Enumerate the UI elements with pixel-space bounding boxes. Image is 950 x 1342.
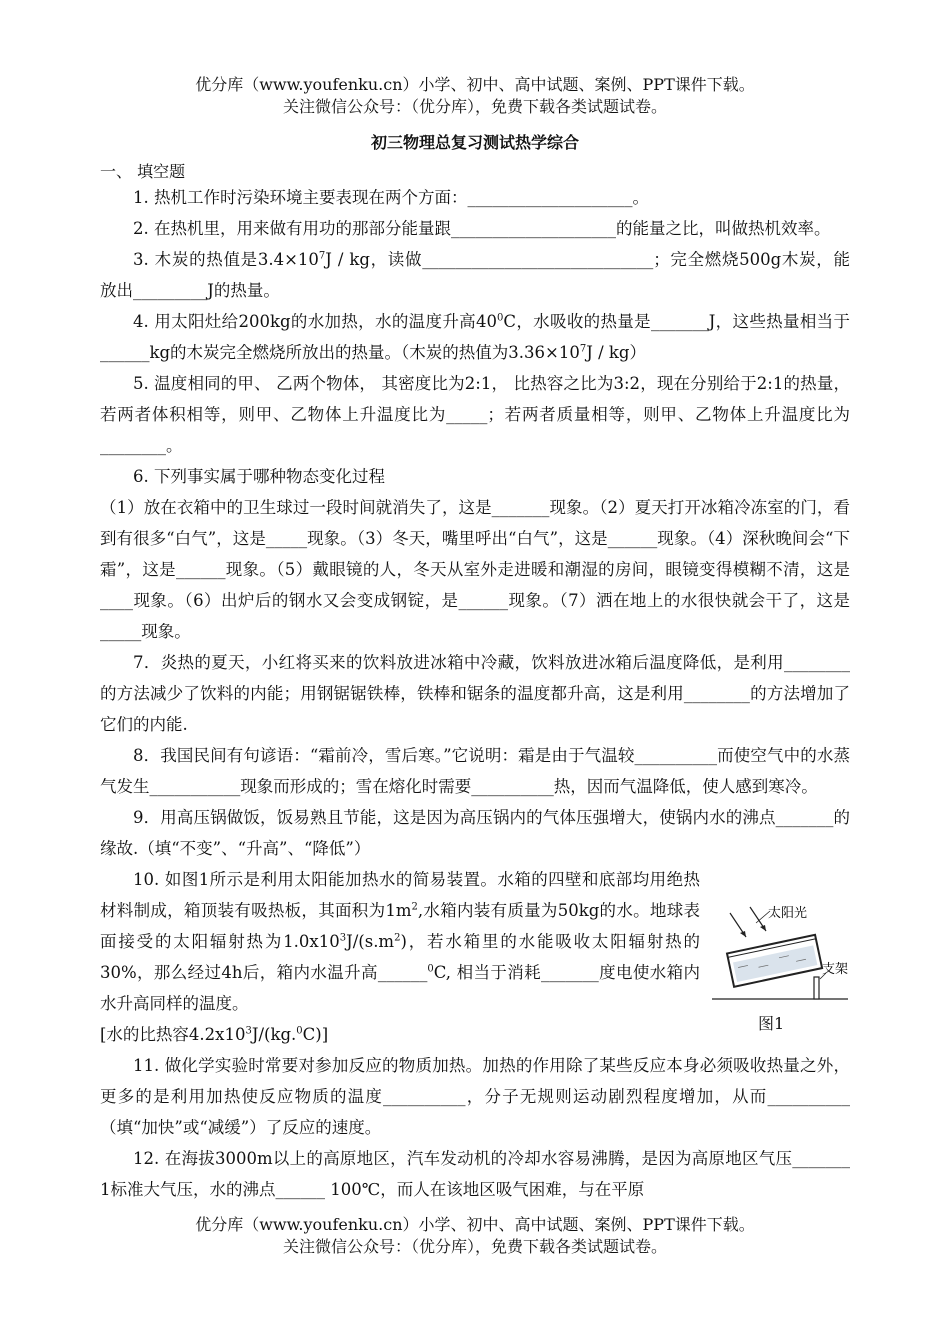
page-title: 初三物理总复习测试热学综合 [370, 133, 579, 152]
header-line-1: 优分库（www.youfenku.cn）小学、初中、高中试题、案例、PPT课件下载。 [195, 75, 755, 94]
q10-text-g: J/(kg. [251, 1025, 297, 1044]
question-12: 12. 在海拔3000m以上的高原地区，汽车发动机的冷却水容易沸腾，是因为高原地区气压_______ 1标准大气压，水的沸点______ 100℃，而人在该地区吸气困难，与在平原 [100, 1149, 850, 1199]
question-9: 9．用高压锅做饭，饭易熟且节能，这是因为高压锅内的气体压强增大，使锅内水的沸点_______的缘故.（填“不变”、“升高”、“降低”） [100, 808, 850, 858]
q10-sup-1: 2 [411, 901, 418, 913]
question-6: 6. 下列事实属于哪种物态变化过程 [133, 467, 385, 486]
question-5: 5. 温度相同的甲、 乙两个物体， 其密度比为2:1， 比热容之比为3:2，现在分别给于2:1的热量，若两者体积相等，则甲、乙物体上升温度比为_____；若两者质量相等，则甲、乙物体上升温度比为________。 [100, 374, 850, 455]
q10-sup-4: 0 [427, 963, 434, 975]
page-footer [0, 1214, 950, 1258]
q10-sup-6: 0 [296, 1025, 303, 1037]
q4-text-a: 4. 用太阳灶给200kg的水加热，水的温度升高40 [133, 312, 497, 331]
q4-sup-1: 0 [497, 312, 504, 324]
q10-sup-5: 3 [245, 1025, 252, 1037]
q4-text-c: J / kg） [586, 343, 646, 362]
question-3 [100, 244, 850, 306]
q10-text-a: 10. 如图1所示是利用太阳能加热水的简易装置。水箱的四壁和底部均用绝热材料制成，箱顶装有吸热板，其面积为1m [100, 870, 700, 920]
footer-line-1: 优分库（www.youfenku.cn）小学、初中、高中试题、案例、PPT课件下载。 [195, 1215, 755, 1234]
stand [814, 977, 819, 999]
q3-sup: 7 [318, 250, 326, 262]
q10-text-c: J/(s.m [346, 932, 395, 951]
water-tank [727, 935, 822, 987]
q10-text-b: ,水箱内装有质量为50kg的水。地球表面接受的太阳辐射热为1.0x10 [100, 901, 700, 951]
q4-sup-2: 7 [579, 343, 587, 355]
sun-ray-arrow [740, 931, 746, 937]
question-7: 7．炎热的夏天，小红将买来的饮料放进冰箱中冷藏，饮料放进冰箱后温度降低，是利用________的方法减少了饮料的内能；用钢锯锯铁棒，铁棒和锯条的温度都升高，这是利用________的方法增加了它们的内能. [100, 653, 850, 734]
figure-caption: 图1 [758, 1014, 785, 1033]
q3-text-b: J / kg，读做____________________________；完全燃烧500g木炭，能放出_________J的热量。 [100, 250, 850, 300]
question-11: 11. 做化学实验时常要对参加反应的物质加热。加热的作用除了某些反应本身必须吸收热量之外，更多的是利用加热使反应物质的温度__________，分子无规则运动剧烈程度增加，从而__________（填“加快”或“减缓”）了反应的速度。 [100, 1056, 850, 1137]
q10-sup-3: 2 [394, 932, 401, 944]
q3-text-a: 3. 木炭的热值是3.4×10 [133, 250, 319, 269]
sun-label: 太阳光 [768, 906, 808, 921]
question-list [100, 182, 850, 1205]
question-8: 8．我国民间有句谚语：“霜前冷，雪后寒。”它说明：霜是由于气温较__________而使空气中的水蒸气发生___________现象而形成的；雪在熔化时需要__________热，因而气温降低，使人感到寒冷。 [100, 746, 850, 796]
solar-heater-diagram [710, 903, 850, 1013]
header-line-2: 关注微信公众号：（优分库），免费下载各类试题试卷。 [282, 97, 667, 116]
q10-text-d: )，若水箱里的水能吸收太阳辐射热的30%，那么经过4h后，箱内水温升高______ [100, 932, 701, 982]
figure-1 [710, 903, 850, 1043]
section-heading: 一、 填空题 [100, 162, 186, 181]
sun-ray-arrow [760, 925, 766, 931]
question-10 [100, 864, 700, 1019]
q10-text-f: [水的比热容4.2x10 [100, 1025, 246, 1044]
q10-sup-2: 3 [339, 932, 347, 944]
q4-text-b: C，水吸收的热量是_______J，这些热量相当于______kg的木炭完全燃烧所放出的热量。（木炭的热值为3.36×10 [100, 312, 850, 362]
question-4 [100, 306, 850, 368]
question-2: 2. 在热机里，用来做有用功的那部分能量跟____________________的能量之比，叫做热机效率。 [133, 219, 831, 238]
q10-text-h: C)] [302, 1025, 329, 1044]
page-header [0, 74, 950, 118]
footer-line-2: 关注微信公众号：（优分库），免费下载各类试题试卷。 [282, 1237, 667, 1256]
question-1: 1. 热机工作时污染环境主要表现在两个方面：____________________。 [133, 188, 649, 207]
question-6-body: （1）放在衣箱中的卫生球过一段时间就消失了，这是_______现象。（2）夏天打开冰箱冷冻室的门，看到有很多“白气”，这是_____现象。（3）冬天，嘴里呼出“白气”，这是______现象。（4）深秋晚间会“下霜”，这是______现象。（5）戴眼镜的人，冬天从室外走进暖和潮湿的房间，眼镜变得模糊不清，这是____现象。（6）出炉后的钢水又会变成钢锭，是______现象。（7）洒在地上的水很快就会干了，这是_____现象。 [100, 498, 850, 641]
stand-label: 支架 [822, 962, 849, 977]
q10-text-e: C, 相当于消耗_______度电使水箱内水升高同样的温度。 [100, 963, 700, 1013]
